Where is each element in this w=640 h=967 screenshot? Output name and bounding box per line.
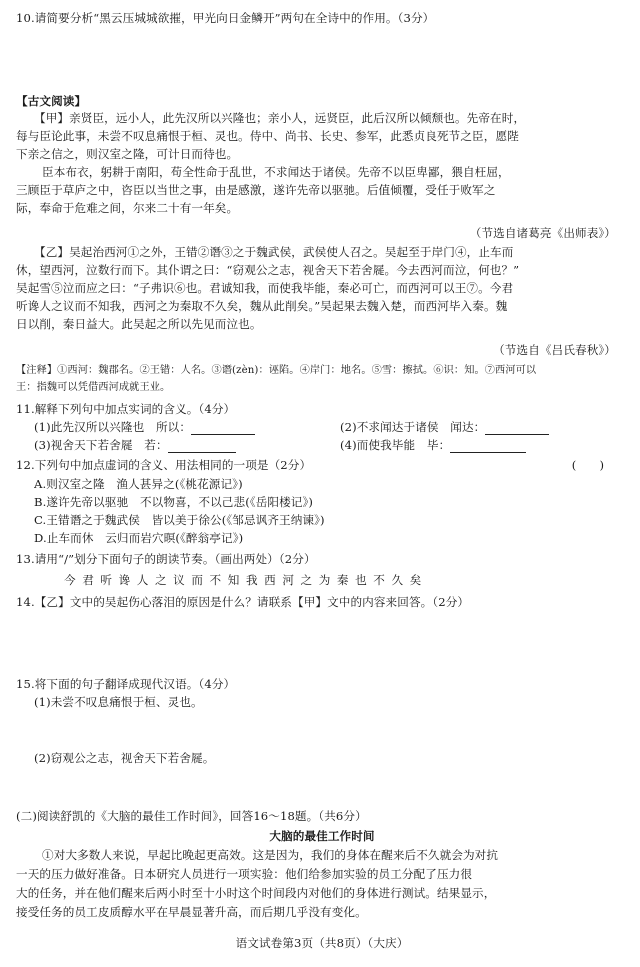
- section-2-header: (二)阅读舒凯的《大脑的最佳工作时间》，回答16～18题。（共6分）: [16, 809, 367, 823]
- option-a: A.则汉室之隆 渔人甚异之(《桃花源记》): [34, 477, 243, 491]
- question-11-item-1: [34, 419, 255, 435]
- item-text: (1)此先汉所以兴隆也 所以：: [34, 420, 192, 434]
- option-c: C.王错谮之于魏武侯 皆以美于徐公(《邹忌讽齐王纳谏》): [34, 513, 325, 527]
- answer-blank[interactable]: [450, 440, 526, 453]
- answer-blank[interactable]: [485, 422, 549, 435]
- item-text: (2)不求闻达于诸侯 闻达：: [340, 420, 486, 434]
- option-b: B.遂许先帝以驱驰 不以物喜，不以己悲(《岳阳楼记》): [34, 495, 314, 509]
- passage-jia-line: 臣本布衣，躬耕于南阳，苟全性命于乱世，不求闻达于诸侯。先帝不以臣卑鄙，猥自枉屈，: [42, 165, 510, 179]
- question-11: 11.解释下列句中加点实词的含义。（4分）: [16, 402, 236, 416]
- section-header-ancient-reading: 【古文阅读】: [16, 94, 87, 108]
- article-paragraph-line: ①对大多数人来说，早起比晚起更高效。这是因为，我们的身体在醒来后不久就会为对抗: [42, 848, 499, 862]
- passage-yi-line: 日以削，秦日益大。此吴起之所以先见而泣也。: [16, 317, 262, 331]
- question-11-item-2: [340, 419, 549, 435]
- article-paragraph-line: 接受任务的员工皮质醇水平在早晨显著升高，而后期几乎没有变化。: [16, 905, 367, 919]
- page-footer: 语文试卷第3页（共8页）（大庆）: [235, 936, 409, 950]
- question-15-item-1: (1)未尝不叹息痛恨于桓、灵也。: [34, 695, 203, 709]
- annotation-line: 王：指魏可以凭借西河成就王业。: [16, 382, 171, 393]
- answer-bracket[interactable]: ( ): [571, 458, 604, 472]
- answer-blank[interactable]: [191, 422, 255, 435]
- passage-jia-line: 际，奉命于危难之间，尔来二十有一年矣。: [16, 201, 239, 215]
- rhythm-sentence[interactable]: 今君听谗人之议而不知我西河之为秦也不久矣: [64, 573, 428, 587]
- annotation-line: 【注释】①西河：魏郡名。②王错：人名。③谮(zèn)：诬陷。④岸门：地名。⑤雪：擦拭。⑥识：知。⑦西河可以: [16, 365, 537, 376]
- passage-yi-source: （节选自《吕氏春秋》）: [493, 343, 616, 357]
- passage-jia-line: 下亲之信之，则汉室之隆，可计日而待也。: [16, 147, 239, 161]
- question-10: 10.请简要分析“黑云压城城欲摧，甲光向日金鳞开”两句在全诗中的作用。（3分）: [16, 11, 435, 25]
- article-title: 大脑的最佳工作时间: [269, 829, 375, 843]
- passage-yi-line: 听谗人之议而不知我，西河之为秦取不久矣，魏从此削矣。”吴起果去魏入楚，而西河毕入秦。魏: [16, 299, 508, 313]
- question-15: 15.将下面的句子翻译成现代汉语。（4分）: [16, 677, 236, 691]
- question-11-item-4: [340, 437, 526, 453]
- question-11-item-3: [34, 437, 236, 453]
- passage-jia-line: 每与臣论此事，未尝不叹息痛恨于桓、灵也。侍中、尚书、长史、参军，此悉贞良死节之臣，愿陛: [16, 129, 519, 143]
- passage-jia-source: （节选自诸葛亮《出师表》）: [469, 226, 616, 240]
- item-text: (3)视舍天下若舍屣 若：: [34, 438, 168, 452]
- option-d: D.止车而休 云归而岩穴暝(《醉翁亭记》): [34, 531, 244, 545]
- passage-yi-line: 吴起雪⑤泣而应之曰：“子弗识⑥也。君诚知我，而使我毕能，秦必可亡，而西河可以王⑦。今君: [16, 281, 514, 295]
- article-paragraph-line: 一天的压力做好准备。日本研究人员进行一项实验：他们给参加实验的员工分配了压力很: [16, 867, 473, 881]
- article-paragraph-line: 大的任务，并在他们醒来后两小时至十小时这个时间段内对他们的身体进行测试。结果显示，: [16, 886, 496, 900]
- passage-jia-line: 【甲】亲贤臣，远小人，此先汉所以兴隆也；亲小人，远贤臣，此后汉所以倾颓也。先帝在时，: [34, 111, 526, 125]
- passage-yi-line: 【乙】吴起治西河①之外，王错②谮③之于魏武侯，武侯使人召之。吴起至于岸门④，止车而: [34, 245, 514, 259]
- passage-jia-line: 三顾臣于草庐之中，咨臣以当世之事，由是感激，遂许先帝以驱驰。后值倾覆，受任于败军之: [16, 183, 496, 197]
- question-12: 12.下列句中加点虚词的含义、用法相同的一项是（2分）: [16, 458, 312, 472]
- answer-blank[interactable]: [168, 440, 236, 453]
- question-14: 14.【乙】文中的吴起伤心落泪的原因是什么？请联系【甲】文中的内容来回答。（2分）: [16, 595, 470, 609]
- passage-yi-line: 休，望西河，泣数行而下。其仆谓之曰：“窃观公之志，视舍天下若舍屣。今去西河而泣，何也？”: [16, 263, 520, 277]
- question-13: 13.请用“/”划分下面句子的朗读节奏。（画出两处）（2分）: [16, 552, 316, 566]
- question-15-item-2: (2)窃观公之志，视舍天下若舍屣。: [34, 751, 215, 765]
- item-text: (4)而使我毕能 毕：: [340, 438, 451, 452]
